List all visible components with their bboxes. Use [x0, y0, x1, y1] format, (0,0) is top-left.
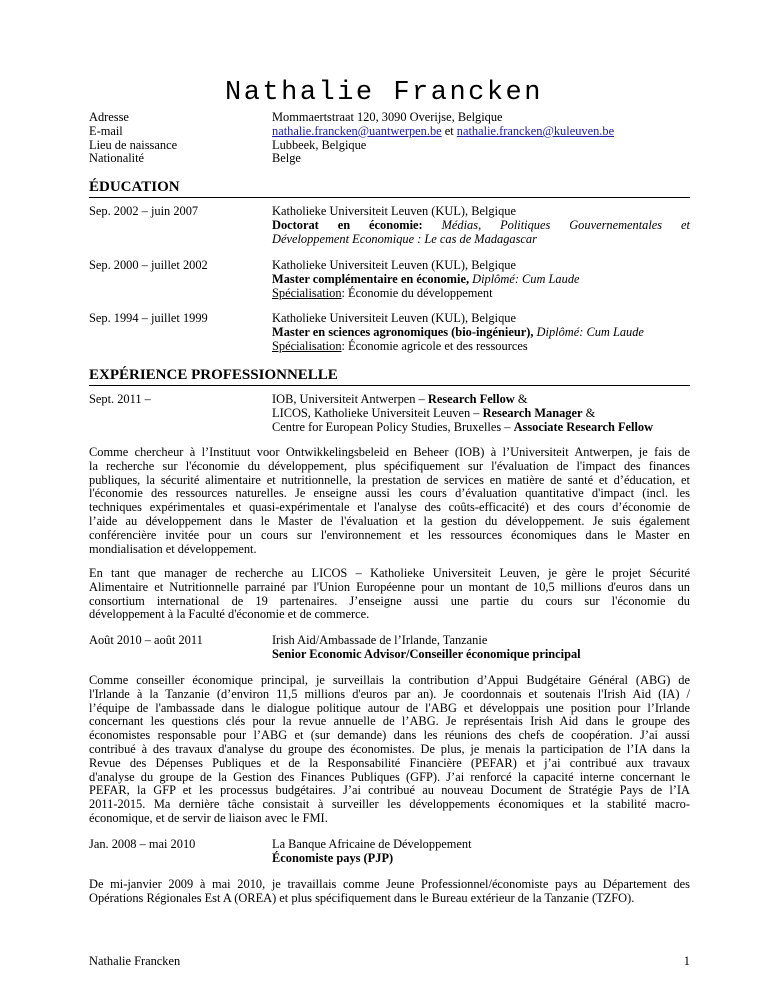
paragraph-line: l’équipe de l'ambassade dans le dialogue politique autour de l'ABG et développais une position pour l’Irlande — [89, 700, 690, 715]
job1-role-1: Research Fellow — [427, 392, 515, 406]
paragraph-line: publiques, la sécurité alimentaire et nutritionnelle, la prestation de services en matière de santé et d’éducation, et — [89, 472, 690, 487]
paragraph-line: d'analyse du groupe de la Gestion des Finances Publiques (GFP). J’ai renforcé la capacité interne concernant le — [89, 769, 690, 784]
edu-institution-3: Katholieke Universiteit Leuven (KUL), Belgique — [272, 311, 516, 325]
job2-date: Août 2010 – août 2011 — [89, 633, 203, 647]
edu-institution-2: Katholieke Universiteit Leuven (KUL), Belgique — [272, 258, 516, 272]
paragraph-line: conférencière invitée pour un cours sur l'environnement et les ressources économiques dans le Master en — [89, 527, 690, 542]
job1-org-1: IOB, Universiteit Antwerpen – — [272, 392, 428, 406]
email-link-uantwerpen[interactable]: nathalie.francken@uantwerpen.be — [272, 123, 442, 138]
job1-line-1 — [272, 393, 690, 407]
paragraph-line: concernant les questions clés pour la revue annuelle de l’ABG. Je représentais Irish Aid dans le groupe des — [89, 714, 690, 729]
nationality-value: Belge — [272, 151, 301, 166]
edu-entry-2 — [272, 259, 690, 300]
paragraph-line: Opérations Régionales Est A (OREA) et plus spécifiquement dans le Bureau extérieur de la Tanzanie (TZFO). — [89, 890, 635, 905]
paragraph-line: Comme chercheur à l’Instituut voor Ontwikkelingsbeleid en Beheer (IOB) à l’Universiteit Antwerpen, je fais de — [89, 445, 690, 459]
edu-degree-2-honors: Diplômé: Cum Laude — [469, 271, 580, 286]
edu-degree-1-italic-cont: Développement Economique : Le cas de Madagascar — [272, 231, 537, 246]
job1-org-3: Centre for European Policy Studies, Bruxelles – — [272, 419, 514, 434]
edu-spec-2 — [272, 287, 690, 301]
job1-amp-1: & — [514, 392, 528, 406]
job1-org-2: LICOS, Katholieke Universiteit Leuven – — [272, 405, 483, 420]
job1-paragraph-1 — [89, 446, 690, 556]
paragraph-line: Revue des Dépenses Publiques et de la Responsabilité Financière (PEFAR) et j’ai contribué aux travaux — [89, 755, 690, 770]
paragraph-line: économistes responsable pour l’ABG et (sur demande) dans les réunions des chefs de coopération. J’ai aussi — [89, 728, 690, 743]
job1-line-2 — [272, 407, 690, 421]
email-link-kuleuven[interactable]: nathalie.francken@kuleuven.be — [456, 123, 615, 138]
job3-title: Économiste pays (PJP) — [272, 850, 394, 865]
paragraph-line: En tant que manager de recherche au LICOS – Katholieke Universiteit Leuven, je gère le projet Sécurité — [89, 566, 690, 580]
section-heading-education: ÉDUCATION — [89, 178, 690, 198]
paragraph-line: contribué à des travaux d'analyse du groupe des économistes. De plus, je menais la participation de l’IA dans la — [89, 741, 690, 756]
job1-date: Sept. 2011 – — [89, 392, 151, 406]
edu-degree-3 — [272, 326, 690, 340]
label-birthplace: Lieu de naissance — [89, 137, 178, 152]
personal-labels — [89, 111, 269, 166]
birthplace-value: Lubbeek, Belgique — [272, 137, 367, 152]
job3-org: La Banque Africaine de Développement — [272, 837, 472, 851]
edu-date-1: Sep. 2002 – juin 2007 — [89, 204, 199, 218]
paragraph-line: l'Irlande à la Tanzanie (d’environ 11,5 millions d'euros par an). Je coordonnais et soutenais l'Irish Aid (IA) / — [89, 686, 690, 701]
job1-amp-2: & — [582, 405, 596, 420]
label-nationality: Nationalité — [89, 151, 145, 166]
paragraph-line: techniques expérimentales et quasi-expérimentale et l'analyse des coûts-efficacité) et des cours d’économie de — [89, 500, 690, 515]
edu-spec-3-value: : Économie agricole et des ressources — [341, 338, 528, 353]
edu-degree-1 — [272, 219, 690, 233]
edu-institution-1: Katholieke Universiteit Leuven (KUL), Belgique — [272, 204, 516, 218]
edu-degree-2 — [272, 273, 690, 287]
job2-title: Senior Economic Advisor/Conseiller économique principal — [272, 646, 581, 661]
paragraph-line: De mi-janvier 2009 à mai 2010, je travaillais comme Jeune Professionnel/économiste pays au Département des — [89, 877, 690, 891]
edu-date-3: Sep. 1994 – juillet 1999 — [89, 311, 208, 325]
paragraph-line: l’aide au développement dans le Master de l'évaluation et la gestion du développement. Je suis également — [89, 513, 690, 528]
job2-paragraph — [89, 674, 690, 826]
paragraph-line: Comme conseiller économique principal, je surveillais la contribution d’Appui Budgétaire Général (ABG) de — [89, 673, 690, 687]
job1-line-3 — [272, 421, 690, 435]
edu-spec-3-label: Spécialisation — [272, 338, 342, 353]
edu-spec-2-label: Spécialisation — [272, 285, 342, 300]
job1-positions — [272, 393, 690, 434]
edu-degree-1-bold: Doctorat en économie: — [272, 217, 423, 232]
job1-role-2: Research Manager — [482, 405, 583, 420]
section-heading-experience: EXPÉRIENCE PROFESSIONNELLE — [89, 366, 690, 386]
footer-author: Nathalie Francken — [89, 954, 181, 968]
edu-entry-3 — [272, 312, 690, 353]
job3-date: Jan. 2008 – mai 2010 — [89, 837, 196, 851]
address-value: Mommaertstraat 120, 3090 Overijse, Belgique — [272, 110, 503, 124]
paragraph-line: mondialisation et développement. — [89, 541, 257, 556]
paragraph-line: PEFAR, la GFP et les processus budgétaires. J’ai contribué au nouveau Document de Stratégie Pays de l’IA — [89, 783, 690, 798]
edu-entry-1 — [272, 205, 690, 246]
edu-spec-2-value: : Économie du développement — [341, 285, 493, 300]
job1-paragraph-2 — [89, 567, 690, 622]
paragraph-line: développement à la Faculté d'économie et de commerce. — [89, 607, 370, 622]
edu-degree-3-bold: Master en sciences agronomiques (bio-ingénieur), — [272, 324, 534, 339]
cv-name-title: Nathalie Francken — [225, 78, 543, 108]
paragraph-line: la recherche sur l'économie du développement, plus spécifiquement sur l'évaluation de l'impact des finances — [89, 458, 690, 473]
paragraph-line: 2011-2015. Ma dernière tâche consistait à surveiller les développements économiques et la stabilité macro- — [89, 797, 690, 812]
email-value — [272, 125, 692, 139]
edu-degree-2-bold: Master complémentaire en économie, — [272, 271, 470, 286]
paragraph-line: économique, et de servir de liaison avec le FMI. — [89, 810, 328, 825]
paragraph-line: consortium international de 19 partenaires. J’enseigne aussi une partie du cours sur l'économie du — [89, 593, 690, 608]
edu-degree-3-honors: Diplômé: Cum Laude — [533, 324, 644, 339]
label-email: E-mail — [89, 123, 123, 138]
edu-date-2: Sep. 2000 – juillet 2002 — [89, 258, 208, 272]
job3-paragraph — [89, 878, 690, 906]
job1-role-3: Associate Research Fellow — [513, 419, 654, 434]
job2-heading — [272, 634, 690, 662]
job2-org: Irish Aid/Ambassade de l’Irlande, Tanzanie — [272, 633, 488, 647]
personal-values — [272, 111, 692, 166]
email-separator: et — [441, 123, 457, 138]
footer-page-number: 1 — [683, 954, 690, 968]
edu-degree-1-italic: Médias, Politiques Gouvernementales et — [441, 217, 690, 232]
paragraph-line: l'économie des ressources naturelles. Je enseigne aussi les cours d’évaluation quantitative d'impact (incl. les — [89, 486, 690, 501]
label-address: Adresse — [89, 110, 129, 124]
job3-heading — [272, 838, 690, 866]
paragraph-line: Alimentaire et Nutritionnelle parrainé par l'Union Européenne pour un montant de 10,5 millions d'euros dans un — [89, 579, 690, 594]
edu-spec-3 — [272, 340, 690, 354]
